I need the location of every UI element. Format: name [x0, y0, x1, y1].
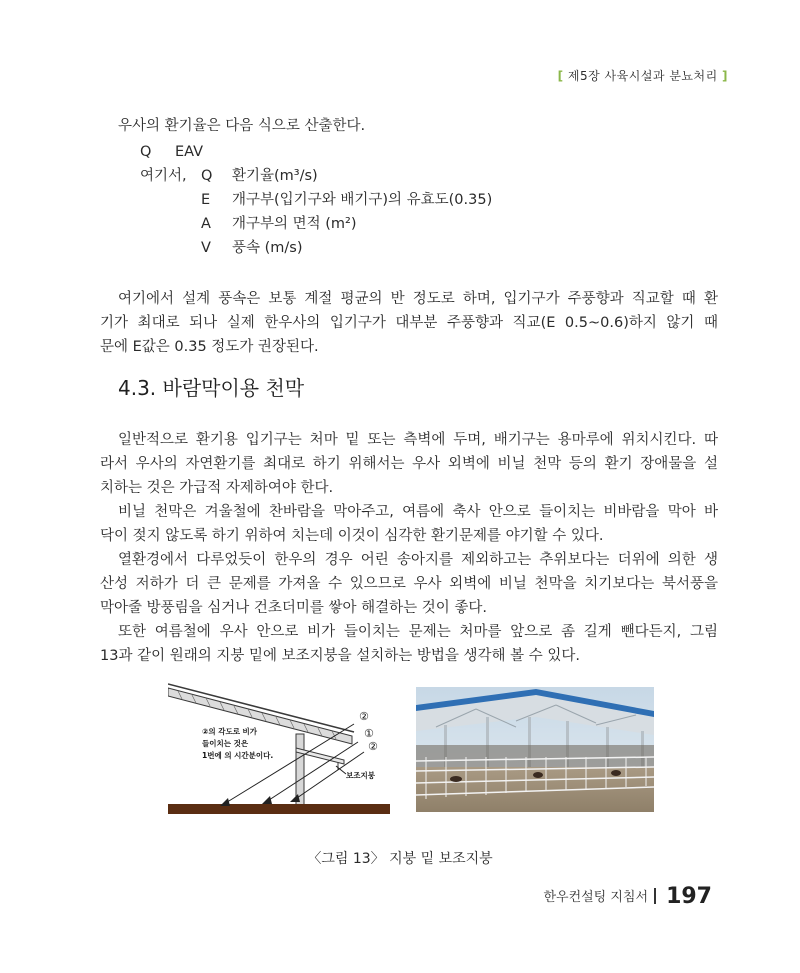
- var-description: 개구부의 면적 (m²): [232, 216, 357, 232]
- var-symbol: V: [201, 240, 211, 256]
- text-line: 닥이 젖지 않도록 하기 위하여 치는데 이것이 심각한 환기문제를 야기할 수 있다.: [100, 528, 604, 544]
- text-line: 비닐 천막은 겨울철에 찬바람을 막아주고, 여름에 축사 안으로 들이치는 비바람을 막아 바: [118, 504, 718, 520]
- ground: [168, 804, 390, 814]
- formula-q: Q: [140, 144, 152, 160]
- chapter-header: [558, 67, 728, 84]
- text-line: 열환경에서 다루었듯이 한우의 경우 어린 송아지를 제외하고는 추위보다는 더위에 의한 생: [118, 552, 718, 568]
- sub-roof-diagram: [168, 682, 390, 814]
- formula-rhs: EAV: [175, 144, 204, 160]
- barn-photo: [416, 687, 654, 812]
- text-line: 치하는 것은 가급적 자제하여야 한다.: [100, 480, 334, 496]
- chapter-title: 제5장 사육시설과 분뇨처리: [567, 69, 718, 83]
- book-title: 한우컨설팅 지침서: [543, 890, 649, 905]
- text-line: 또한 여름철에 우사 안으로 비가 들이치는 문제는 처마를 앞으로 좀 길게 뺀다든지, 그림: [118, 624, 718, 640]
- bracket-right: ]: [722, 69, 728, 83]
- section-heading: 4.3. 바람막이용 천막: [118, 376, 305, 400]
- page-number: 197: [666, 884, 712, 909]
- formula-where: 여기서,: [140, 168, 187, 184]
- text-line: 일반적으로 환기용 입기구는 처마 밑 또는 측벽에 두며, 배기구는 용마루에 위치시킨다. 따: [118, 432, 718, 448]
- label-1: ①: [364, 727, 374, 740]
- text-line: 산성 저하가 더 큰 문제를 가져올 수 있으므로 우사 외벽에 비닐 천막을 치기보다는 북서풍을: [100, 576, 718, 592]
- var-symbol: E: [201, 192, 211, 208]
- var-symbol: A: [201, 216, 211, 232]
- page-footer: [543, 884, 712, 909]
- text-line: 라서 우사의 자연환기를 최대로 하기 위해서는 우사 외벽에 비닐 천막 등의 환기 장애물을 설: [100, 456, 718, 472]
- footer-separator: [654, 888, 656, 904]
- var-description: 개구부(입기구와 배기구)의 유효도(0.35): [232, 192, 493, 208]
- arrow-head-icon: [220, 798, 230, 806]
- figure-caption: 〈그림 13〉 지붕 밑 보조지붕: [307, 851, 493, 867]
- diagram-note: 들이치는 것은: [202, 739, 249, 748]
- text-line: 기가 최대로 되나 실제 한우사의 입기구가 대부분 주풍향과 직교(E 0.5~0.6)하지 않기 때: [100, 315, 718, 331]
- diagram-note: ②의 각도로 비가: [202, 727, 258, 736]
- label-2a: ②: [359, 710, 369, 723]
- formula-intro: 우사의 환기율은 다음 식으로 산출한다.: [118, 118, 366, 134]
- label-2b: ②: [368, 740, 378, 753]
- text-line: 문에 E값은 0.35 정도가 권장된다.: [100, 339, 319, 355]
- var-symbol: Q: [201, 168, 213, 184]
- arrow-head-icon: [262, 796, 272, 804]
- text-line: 여기에서 설계 풍속은 보통 계절 평균의 반 정도로 하며, 입기구가 주풍향과 직교할 때 환: [118, 291, 718, 307]
- var-description: 환기율(m³/s): [232, 168, 318, 184]
- bracket-left: [: [557, 69, 564, 83]
- text-line: 막아줄 방풍림을 심거나 건초더미를 쌓아 해결하는 것이 좋다.: [100, 600, 488, 616]
- var-description: 풍속 (m/s): [232, 240, 303, 256]
- text-line: 13과 같이 원래의 지붕 밑에 보조지붕을 설치하는 방법을 생각해 볼 수 있다.: [100, 648, 580, 664]
- sub-roof-label: 보조지붕: [346, 771, 375, 780]
- diagram-note: 1번에 의 시간분이다.: [202, 751, 274, 760]
- main-roof: [168, 684, 354, 744]
